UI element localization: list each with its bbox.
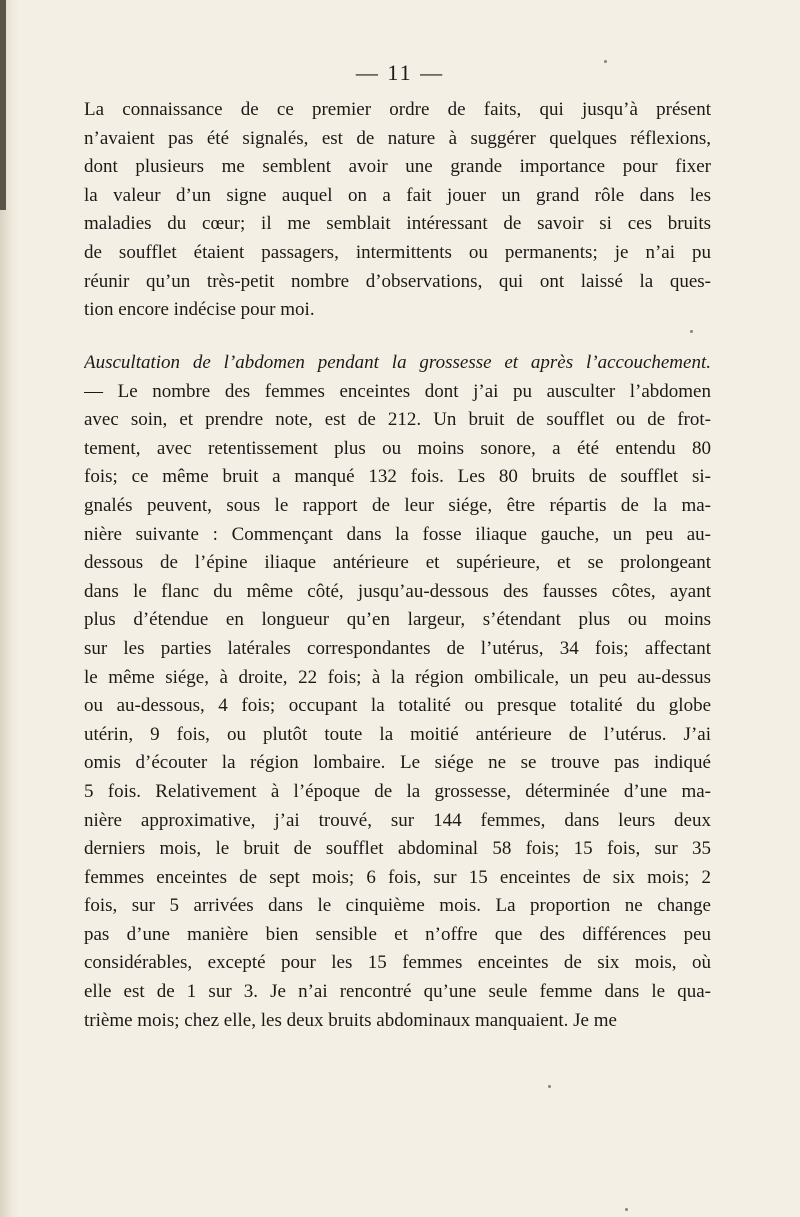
text-line: utérin, 9 fois, ou plutôt toute la moitié antérieure de l’utérus. J’ai: [84, 723, 711, 745]
text-line: La connaissance de ce premier ordre de faits, qui jusqu’à présent: [84, 99, 711, 120]
text-line: dans le flanc du même côté, jusqu’au-dessous des fausses côtes, ayant: [84, 580, 711, 602]
paragraph-1: [84, 96, 711, 325]
text-line: omis d’écouter la région lombaire. Le siége ne se trouve pas indiqué: [84, 752, 711, 774]
text-line: considérables, excepté pour les 15 femmes enceintes de six mois, où: [84, 952, 711, 974]
page-number: — 11 —: [355, 60, 445, 85]
text-line: de soufflet étaient passagers, intermittents ou permanents; je n’ai pu: [84, 241, 711, 263]
text-line: ou au-dessous, 4 fois; occupant la totalité ou presque totalité du globe: [84, 695, 711, 717]
text-line: dessous de l’épine iliaque antérieure et supérieure, et se prolongeant: [84, 552, 711, 574]
section-heading: Auscultation de l’abdomen pendant la grossesse et après l’accouchement.: [84, 352, 711, 373]
text-line: fois; ce même bruit a manqué 132 fois. Les 80 bruits de soufflet si-: [84, 466, 711, 488]
text-line: nière suivante : Commençant dans la fosse iliaque gauche, un peu au-: [84, 523, 711, 545]
paragraph-2: [84, 349, 711, 1035]
text-line: derniers mois, le bruit de soufflet abdominal 58 fois; 15 fois, sur 35: [84, 838, 711, 860]
paper-speck: [548, 1085, 551, 1088]
text-line: n’avaient pas été signalés, est de nature à suggérer quelques réflexions,: [84, 127, 711, 149]
text-line: 5 fois. Relativement à l’époque de la grossesse, déterminée d’une ma-: [84, 780, 711, 802]
text-line: la valeur d’un signe auquel on a fait jouer un grand rôle dans les: [84, 184, 711, 206]
text-line: plus d’étendue en longueur qu’en largeur, s’étendant plus ou moins: [84, 609, 711, 631]
paper-speck: [604, 60, 607, 63]
text-line: gnalés peuvent, sous le rapport de leur siége, être répartis de la ma-: [84, 494, 711, 516]
text-line: dont plusieurs me semblent avoir une grande importance pour fixer: [84, 156, 711, 178]
binding-edge-mark: [0, 0, 6, 210]
text-line: nière approximative, j’ai trouvé, sur 144 femmes, dans leurs deux: [84, 809, 711, 831]
text-line: tion encore indécise pour moi.: [84, 299, 315, 321]
text-line: pas d’une manière bien sensible et n’offre que des différences peu: [84, 923, 711, 945]
paper-speck: [625, 1208, 628, 1211]
text-line: sur les parties latérales correspondantes de l’utérus, 34 fois; affectant: [84, 637, 711, 659]
text-line: trième mois; chez elle, les deux bruits abdominaux manquaient. Je me: [84, 1009, 617, 1031]
text-line: maladies du cœur; il me semblait intéressant de savoir si ces bruits: [84, 213, 711, 235]
text-line: elle est de 1 sur 3. Je n’ai rencontré qu’une seule femme dans le qua-: [84, 981, 711, 1003]
text-line: le même siége, à droite, 22 fois; à la région ombilicale, un peu au-dessus: [84, 666, 711, 688]
text-line: avec soin, et prendre note, est de 212. Un bruit de soufflet ou de frot-: [84, 409, 711, 431]
text-line: réunir qu’un très-petit nombre d’observations, qui ont laissé la ques-: [84, 270, 711, 292]
text-line: — Le nombre des femmes enceintes dont j’ai pu ausculter l’abdomen: [84, 380, 711, 402]
text-line: fois, sur 5 arrivées dans le cinquième mois. La proportion ne change: [84, 895, 711, 917]
paper-speck: [690, 330, 693, 333]
text-line: femmes enceintes de sept mois; 6 fois, sur 15 enceintes de six mois; 2: [84, 866, 711, 888]
text-line: tement, avec retentissement plus ou moins sonore, a été entendu 80: [84, 437, 711, 459]
